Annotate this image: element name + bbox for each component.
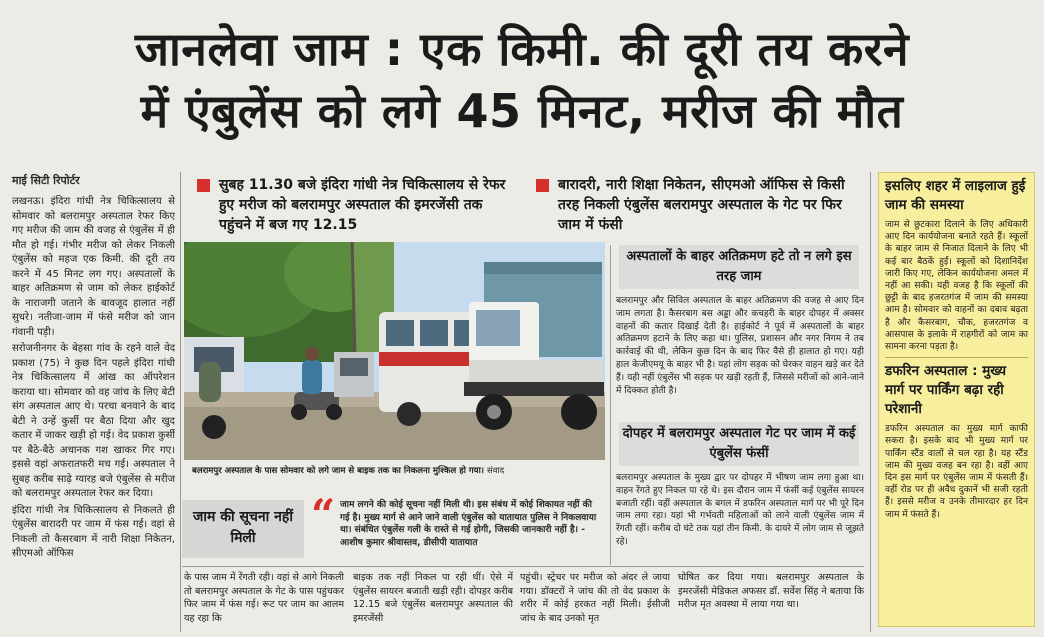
section-heading-ambulances: दोपहर में बलरामपुर अस्पताल गेट पर जाम में कई एंबुलेंस फंसीं <box>619 422 859 466</box>
bottom-column-1: के पास जाम में रेंगती रही। वहां से आगे निकली तो बलरामपुर अस्पताल के गेट के पास पहुंचकर फिर जाम में फंस गई। रूट पर जाम का आलम यह रहा कि <box>184 572 344 624</box>
headline-line-2: में एंबुलेंस को लगे 45 मिनट, मरीज की मौत <box>140 84 904 138</box>
subheadline-1 <box>197 175 507 235</box>
quote-body: जाम लगने की कोई सूचना नहीं मिली थी। इस संबंध में कोई शिकायत नहीं की गई है। मुख्य मार्ग से आने जाने वाली एंबुलेंस को यातायात पुलिस ने निकलवाया था। संबंधित एंबुलेंस गली के रास्ते से गई होगी, जिसकी जानकारी नहीं है। <box>340 500 597 536</box>
photo-caption <box>192 465 602 476</box>
subheadline-2-text: बारादरी, नारी शिक्षा निकेतन, सीएमओ ऑफिस से किसी तरह निकली एंबुलेंस बलरामपुर अस्पताल के गेट पर फिर जाम में फंसी <box>558 177 845 233</box>
bottom-column-4: घोषित कर दिया गया। बलरामपुर अस्पताल के इमरजेंसी मेडिकल अफसर डॉ. सर्वेश सिंह ने बताया कि मरीज मृत अवस्था में लाया गया था। <box>678 572 864 610</box>
red-square-bullet <box>536 179 549 192</box>
traffic-jam-illustration <box>184 242 605 460</box>
column-divider <box>870 172 871 632</box>
bottom-column-3: पहुंची। स्ट्रेचर पर मरीज को अंदर ले जाया गया। डॉक्टरों ने जांच की तो वेद प्रकाश के शरीर में कोई हरकत नहीं मिली। ईसीजी जांच के बाद उनको मृत <box>520 572 670 624</box>
sidebar-heading-1: इसलिए शहर में लाइलाज हुई जाम की समस्या <box>885 178 1026 213</box>
sidebar-body-2: डफरिन अस्पताल का मुख्य मार्ग काफी सकरा है। इसके बाद भी मुख्य मार्ग पर पार्किंग स्टैंड वालों से चल रहा है। यह स्टैंड जाम की मुख्य वजह बन रहा है। वहीं आए दिन इस मार्ग पर एंबुलेंस जाम में फंसती हैं। वहीं रोड पर ही अवैध दुकानें भी सजी रहती हैं। इससे मरीज व उनके तीमारदार हर दिन जाम में फंसते हैं। <box>885 424 1028 520</box>
headline <box>0 0 1044 160</box>
section-body-encroachment: बलरामपुर और सिविल अस्पताल के बाहर अतिक्रमण की वजह से आए दिन जाम लगता है। कैसरबाग बस अड्डा और कचहरी के बाहर दोपहर में अक्सर वाहनों की कतार दिखाई देती है। हाईकोर्ट ने पूर्व में अस्पतालों के बाहर अतिक्रमण हटाने के लिए कहा था। पुलिस, प्रशासन और नगर निगम ने तब कार्रवाई की थी, लेकिन कुछ दिन के बाद फिर वैसे ही हालात हो गए। यही हाल केजीएमयू के बाहर भी है। यहां लोग सड़क को घेरकर वाहन खड़े कर देते हैं। यही नहीं एंबुलेंस भी सड़क पर खड़ी रहती हैं, जिससे मरीजों को आने-जाने में दिक्कत होती है। <box>616 296 864 396</box>
photo-caption-text: बलरामपुर अस्पताल के पास सोमवार को लगे जाम से बाइक तक का निकलना मुश्किल हो गया। <box>192 466 485 476</box>
paragraph: सरोजनीनगर के बेहसा गांव के रहने वाले वेद प्रकाश (75) ने कुछ दिन पहले इंदिरा गांधी नेत्र चिकित्सालय में आंख का ऑपरेशन कराया था। सोमवार को वह जांच के लिए बेटी संग अस्पताल आए थे। परचा बनवाने के बाद बेटी ने उन्हें कुर्सी पर बैठा दिया और खुद कतार में जाकर खड़ी हो गई। वेद प्रकाश कुर्सी पर बैठे-बैठे अचानक गश खाकर गिर गए। इससे वहां अफरातफरी मच गई। अस्पताल ने सुबह करीब साढ़े ग्यारह बजे एंबुलेंस से मरीज को बलरामपुर अस्पताल रेफर कर दिया। <box>12 343 175 499</box>
subheadline-1-text: सुबह 11.30 बजे इंदिरा गांधी नेत्र चिकित्सालय से रेफर हुए मरीज को बलरामपुर अस्पताल की इमरजेंसी तक पहुंचने में बज गए 12.15 <box>219 177 506 233</box>
sidebar-body-1: जाम से छुटकारा दिलाने के लिए अधिकारी आए दिन कार्ययोजना बनाते रहते हैं। स्कूलों के बाहर जाम से निजात दिलाने के लिए भी कई बार बैठकें हुईं। स्कूलों को दिशानिर्देश जारी किए गए, लेकिन कार्ययोजना अमल में नहीं आ सकी। यही वजह है कि स्कूलों की छुट्टी के बाद हजरतगंज में जाम की समस्या आम है। सोमवार को वाहनों का दबाव बढ़ता है और कैसरबाग, चौक, हजरतगंज व आसपास के इलाके में राहगीरों को जाम का सामना करना पड़ता है। <box>885 220 1028 353</box>
photo-credit: संवाद <box>487 466 505 476</box>
sidebar-divider <box>885 357 1028 358</box>
subheadline-2 <box>536 175 861 235</box>
sidebar-heading-2: डफरिन अस्पताल : मुख्य मार्ग पर पार्किंग बढ़ा रही परेशानी <box>885 363 1007 418</box>
paragraph: लखनऊ। इंदिरा गांधी नेत्र चिकित्सालय से सोमवार को बलरामपुर अस्पताल रेफर किए गए मरीज की जाम की वजह से एंबुलेंस में ही मौत हो गई। गंभीर मरीज को लेकर निकली एंबुलेंस को महज एक किमी. की दूरी तय करने में 45 मिनट लग गए। अस्पतालों के बाहर अतिक्रमण से जाम को लेकर हाईकोर्ट के नाराजगी जताने के बावजूद हालात नहीं सुधरे। नतीजा-जाम में फंसे मरीज को जान गंवानी पड़ी। <box>12 196 175 338</box>
headline-line-1: जानलेवा जाम : एक किमी. की दूरी तय करने <box>134 22 910 76</box>
section-body-ambulances: बलरामपुर अस्पताल के मुख्य द्वार पर दोपहर में भीषण जाम लगा हुआ था। वाहन रेंगते हुए निकल पा रहे थे। इस दौरान जाम में फंसीं कई एंबुलेंस सायरन बजाती रहीं। वहीं अस्पताल के बगल में डफरिन अस्पताल मार्ग पर भी पूरे दिन जाम लगा रहा। यहां भी गर्भवती महिलाओं को लाने वाली एंबुलेंस जाम में रेंगती रहीं। करीब दो घंटे तक यहां तीन किमी. के दायरे में लोग जाम से जूझते रहे। <box>616 473 864 547</box>
bottom-column-2: बाइक तक नहीं निकल पा रही थीं। ऐसे में एंबुलेंस सायरन बजाती खड़ी रही। दोपहर करीब 12.15 बजे एंबुलेंस बलरामपुर अस्पताल की इमरजेंसी <box>353 572 513 624</box>
section-heading-encroachment: अस्पतालों के बाहर अतिक्रमण हटे तो न लगे इस तरह जाम <box>619 245 859 289</box>
red-square-bullet <box>197 179 210 192</box>
traffic-jam-photo <box>184 242 605 460</box>
paragraph: इंदिरा गांधी नेत्र चिकित्सालय से निकलते ही एंबुलेंस बारादरी पर जाम में फंस गई। वहां से निकली तो कैसरबाग में नारी शिक्षा निकेतन, सीएमओ ऑफिस <box>12 504 175 559</box>
column-divider <box>180 172 181 632</box>
quote-author: - आशीष कुमार श्रीवास्तव, डीसीपी यातायात <box>340 525 585 548</box>
horizontal-divider <box>182 566 864 567</box>
column-divider <box>610 245 611 565</box>
article-column-1 <box>12 195 175 635</box>
quote-text <box>340 499 602 549</box>
byline: माई सिटी रिपोर्टर <box>12 174 80 187</box>
quote-icon: “ <box>311 490 336 539</box>
sidebar-box <box>878 172 1035 627</box>
quote-box-title: जाम की सूचना नहीं मिली <box>182 500 304 558</box>
